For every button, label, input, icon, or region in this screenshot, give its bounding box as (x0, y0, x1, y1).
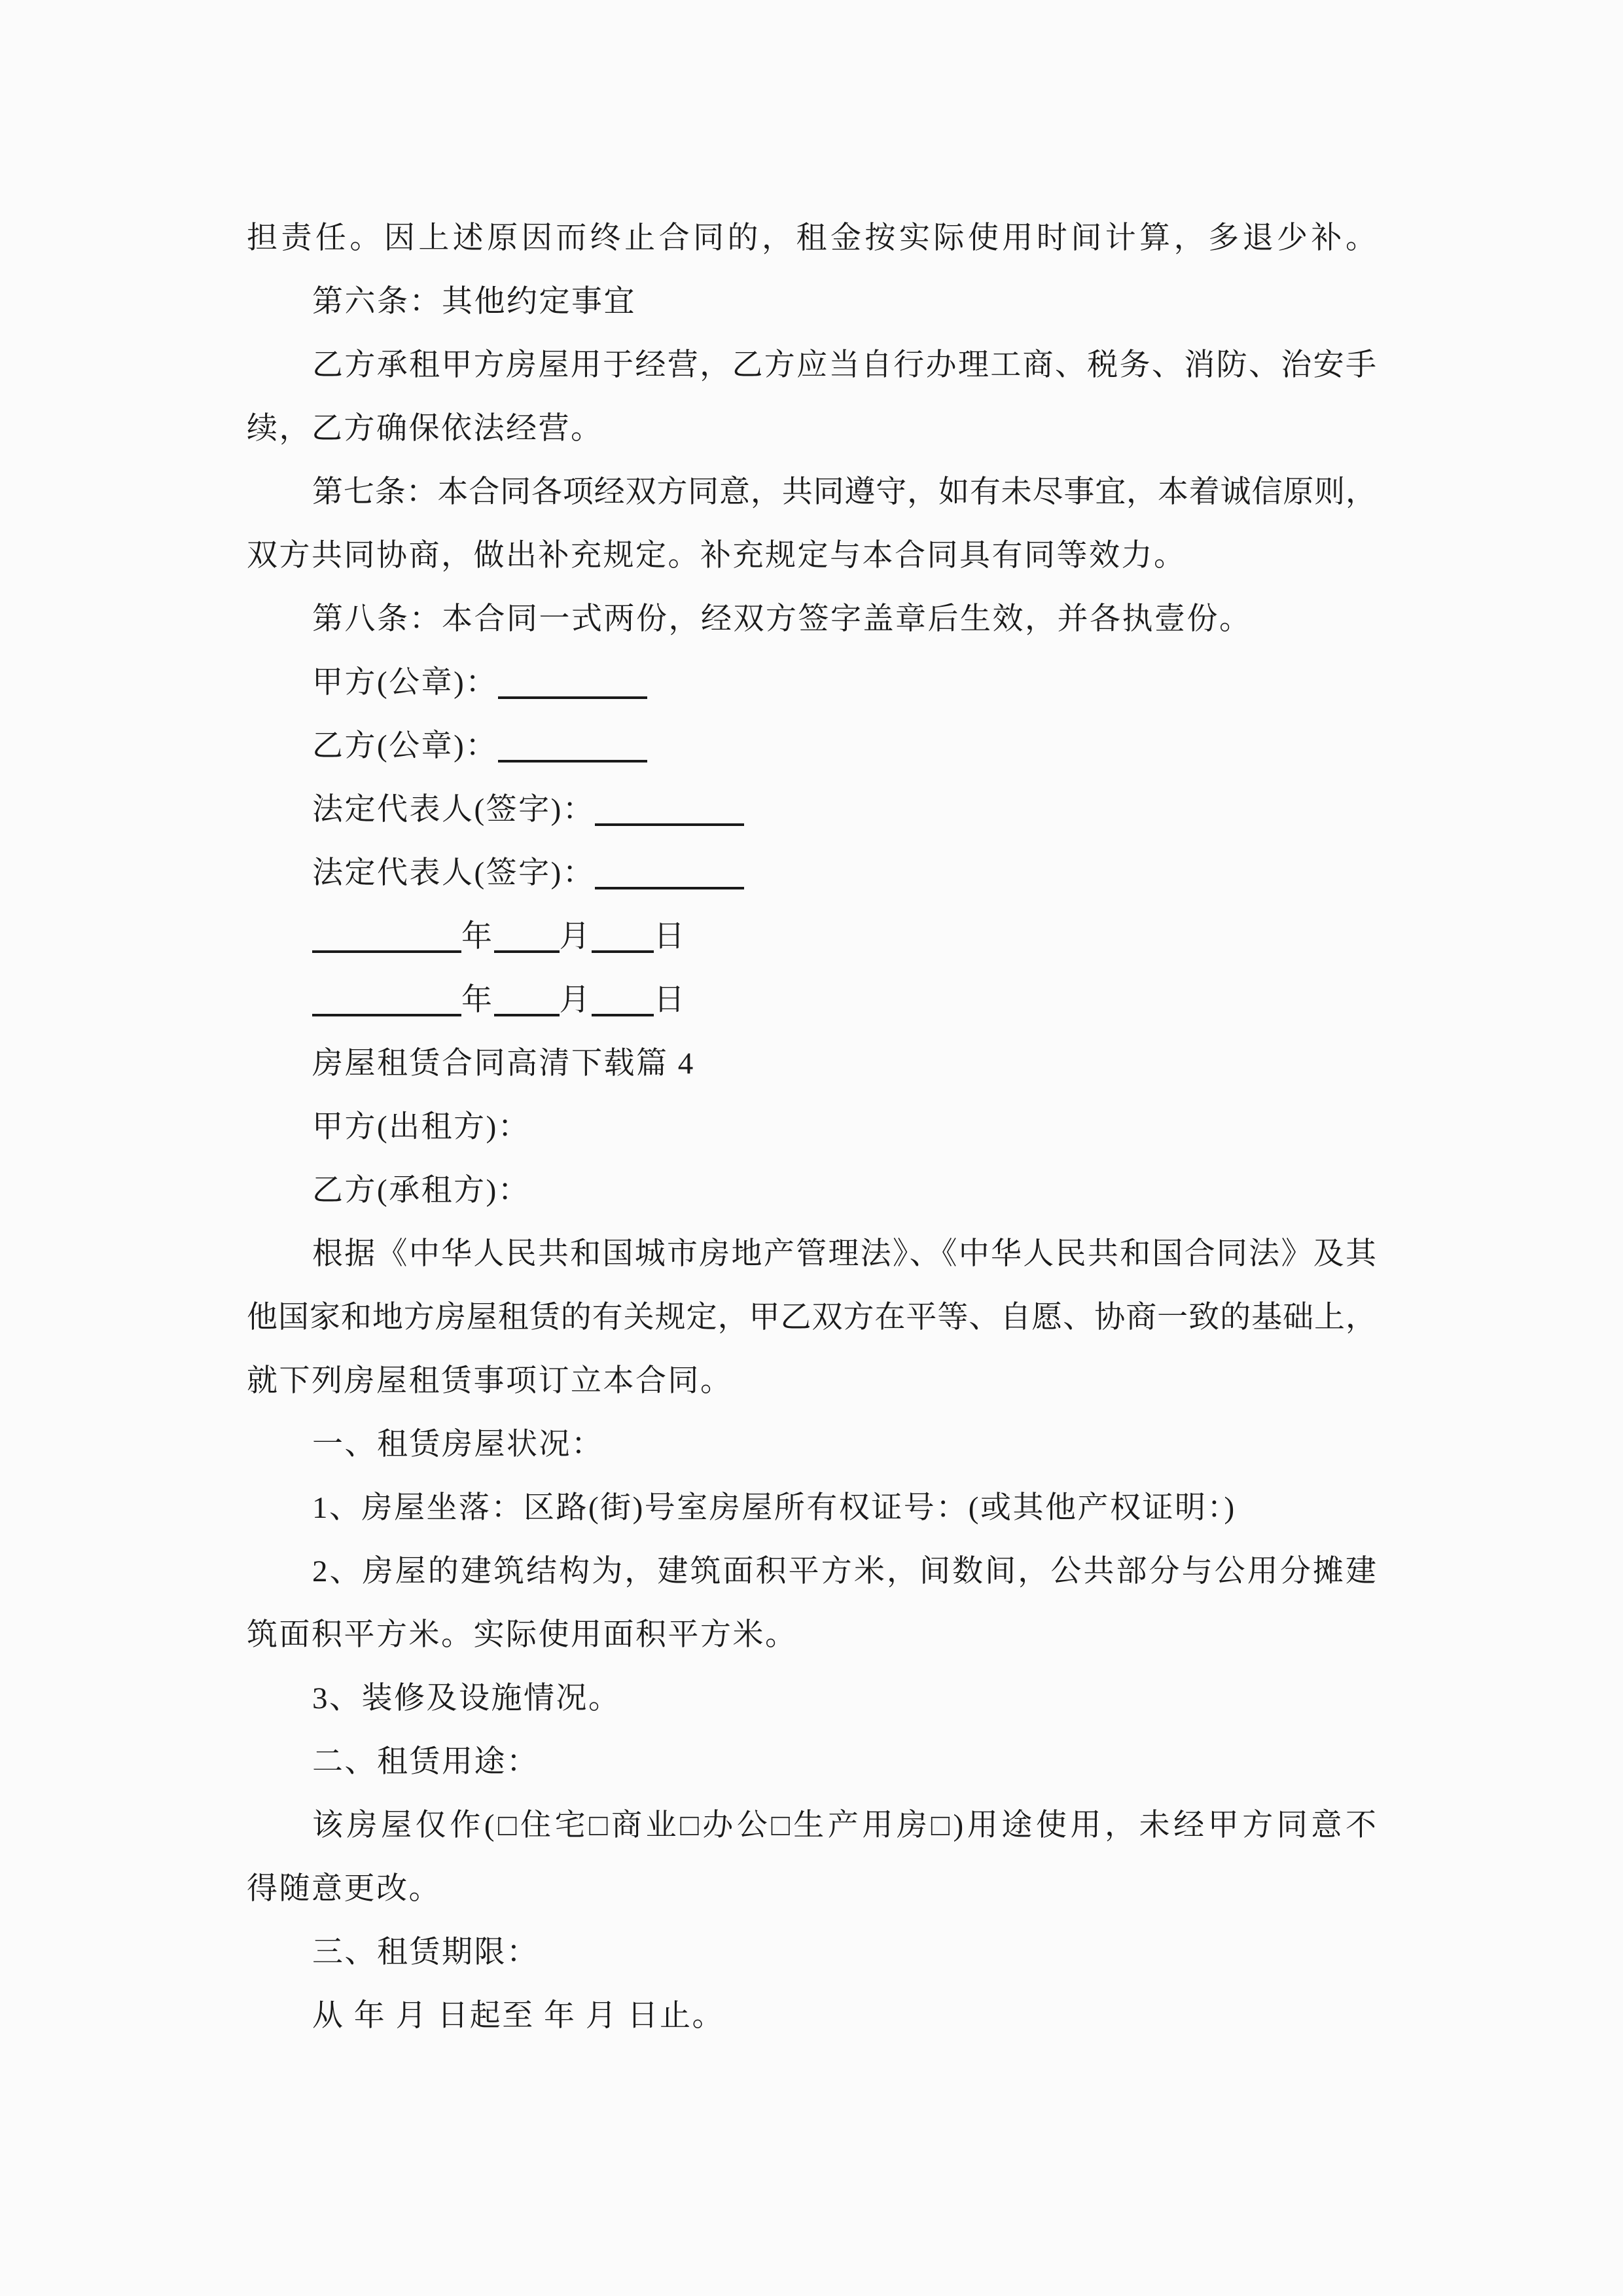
line-clause7-body-2: 双方共同协商，做出补充规定。补充规定与本合同具有同等效力。 (247, 539, 1186, 573)
line-article1-item3: 3、装修及设施情况。 (312, 1681, 621, 1715)
line-party-b-lessee: 乙方(承租方)： (312, 1174, 531, 1208)
line-liability-carryover: 担责任。因上述原因而终止合同的，租金按实际使用时间计算，多退少补。 (247, 221, 1376, 255)
line-article1-heading: 一、租赁房屋状况： (312, 1427, 604, 1462)
line-legal-rep-signature-b (247, 842, 1376, 905)
date-2-day-label: 日 (654, 983, 687, 1017)
date-1-year-blank-underline (312, 924, 461, 953)
date-1-month-label: 月 (559, 920, 592, 954)
line-party-a-seal (247, 651, 1376, 715)
line-article1-item1: 1、房屋坐落：区路(街)号室房屋所有权证号：(或其他产权证明：) (312, 1491, 1236, 1525)
legal-rep-b-label: 法定代表人(签字)： (312, 856, 596, 890)
line-party-a-lessor: 甲方(出租方)： (312, 1110, 531, 1144)
party-b-seal-label: 乙方(公章)： (312, 729, 498, 763)
line-date-1 (247, 905, 1376, 969)
date-2-year-label: 年 (461, 983, 494, 1017)
line-clause6-body-1: 乙方承租甲方房屋用于经营，乙方应当自行办理工商、税务、消防、治安手 (312, 348, 1376, 382)
line-clause6-body-2: 续，乙方确保依法经营。 (247, 412, 603, 446)
line-article3-heading: 三、租赁期限： (312, 1935, 539, 1969)
date-1-year-label: 年 (461, 920, 494, 954)
date-2-day-blank-underline (592, 988, 654, 1016)
line-date-2 (247, 969, 1376, 1032)
date-1-day-blank-underline (592, 924, 654, 953)
date-2-month-label: 月 (559, 983, 592, 1017)
line-article2-body-1: 该房屋仅作(□住宅□商业□办公□生产用房□)用途使用，未经甲方同意不 (312, 1808, 1376, 1842)
line-article2-heading: 二、租赁用途： (312, 1745, 539, 1779)
line-legal-rep-signature-a (247, 778, 1376, 842)
legal-rep-a-label: 法定代表人(签字)： (312, 793, 596, 827)
line-preamble-3: 就下列房屋租赁事项订立本合同。 (247, 1364, 733, 1398)
party-a-seal-blank-underline (498, 670, 647, 699)
line-article1-item2b: 筑面积平方米。实际使用面积平方米。 (247, 1618, 798, 1652)
line-article2-body-2: 得随意更改。 (247, 1872, 441, 1906)
date-2-month-blank-underline (494, 988, 560, 1016)
line-section-title-part4: 房屋租赁合同高清下载篇 4 (312, 1047, 695, 1081)
contract-text-body (247, 207, 1376, 2048)
line-clause8: 第八条：本合同一式两份，经双方签字盖章后生效，并各执壹份。 (312, 602, 1252, 636)
line-preamble-1: 根据《中华人民共和国城市房地产管理法》、《中华人民共和国合同法》及其 (312, 1237, 1376, 1271)
legal-rep-b-blank-underline (595, 861, 744, 889)
date-2-year-blank-underline (312, 988, 461, 1016)
party-a-seal-label: 甲方(公章)： (312, 666, 498, 700)
legal-rep-a-blank-underline (595, 797, 744, 826)
date-1-day-label: 日 (654, 920, 687, 954)
line-article3-body: 从 年 月 日起至 年 月 日止。 (312, 1999, 724, 2033)
line-party-b-seal (247, 715, 1376, 778)
line-clause6-heading: 第六条：其他约定事宜 (312, 285, 636, 319)
date-1-month-blank-underline (494, 924, 560, 953)
line-article1-item2a: 2、房屋的建筑结构为，建筑面积平方米，间数间，公共部分与公用分摊建 (312, 1554, 1376, 1588)
line-clause7-body-1: 第七条：本合同各项经双方同意，共同遵守，如有未尽事宜，本着诚信原则， (312, 475, 1376, 509)
party-b-seal-blank-underline (498, 734, 647, 762)
line-preamble-2: 他国家和地方房屋租赁的有关规定，甲乙双方在平等、自愿、协商一致的基础上， (247, 1300, 1376, 1335)
